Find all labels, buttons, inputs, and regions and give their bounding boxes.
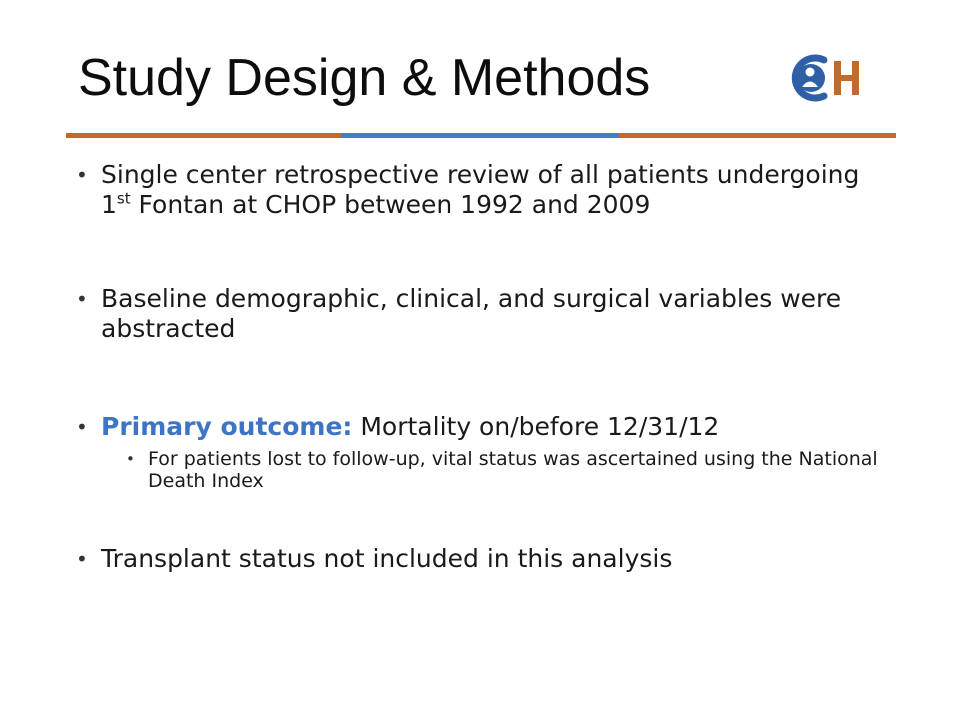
bullet-text: Transplant status not included in this analysis xyxy=(101,544,673,573)
superscript-ordinal: st xyxy=(116,189,131,208)
slide-title: Study Design & Methods xyxy=(78,49,651,107)
bullet-text: Mortality on/before 12/31/12 xyxy=(352,412,720,441)
divider-segment-orange-left xyxy=(66,133,341,138)
chop-logo-icon xyxy=(788,46,874,110)
slide-body xyxy=(76,154,896,574)
bullet-text: Baseline demographic, clinical, and surgical variables were abstracted xyxy=(101,284,842,343)
chop-logo-graphic xyxy=(788,46,874,110)
bullet-study-design xyxy=(76,160,896,220)
divider-segment-blue xyxy=(341,133,619,138)
primary-outcome-label: Primary outcome: xyxy=(101,412,353,441)
divider-segment-orange-right xyxy=(619,133,896,138)
bullet-text: Single center retrospective review of all patients undergoing 1 xyxy=(101,160,860,219)
title-divider xyxy=(66,133,896,138)
bullet-primary-outcome xyxy=(76,412,896,442)
sub-bullet-death-index xyxy=(126,448,896,492)
bullet-text-continued: Fontan at CHOP between 1992 and 2009 xyxy=(130,190,651,219)
bullet-baseline-variables xyxy=(76,284,896,344)
sub-bullet-text: For patients lost to follow-up, vital status was ascertained using the National Death Index xyxy=(148,448,878,492)
bullet-transplant-status xyxy=(76,544,896,574)
